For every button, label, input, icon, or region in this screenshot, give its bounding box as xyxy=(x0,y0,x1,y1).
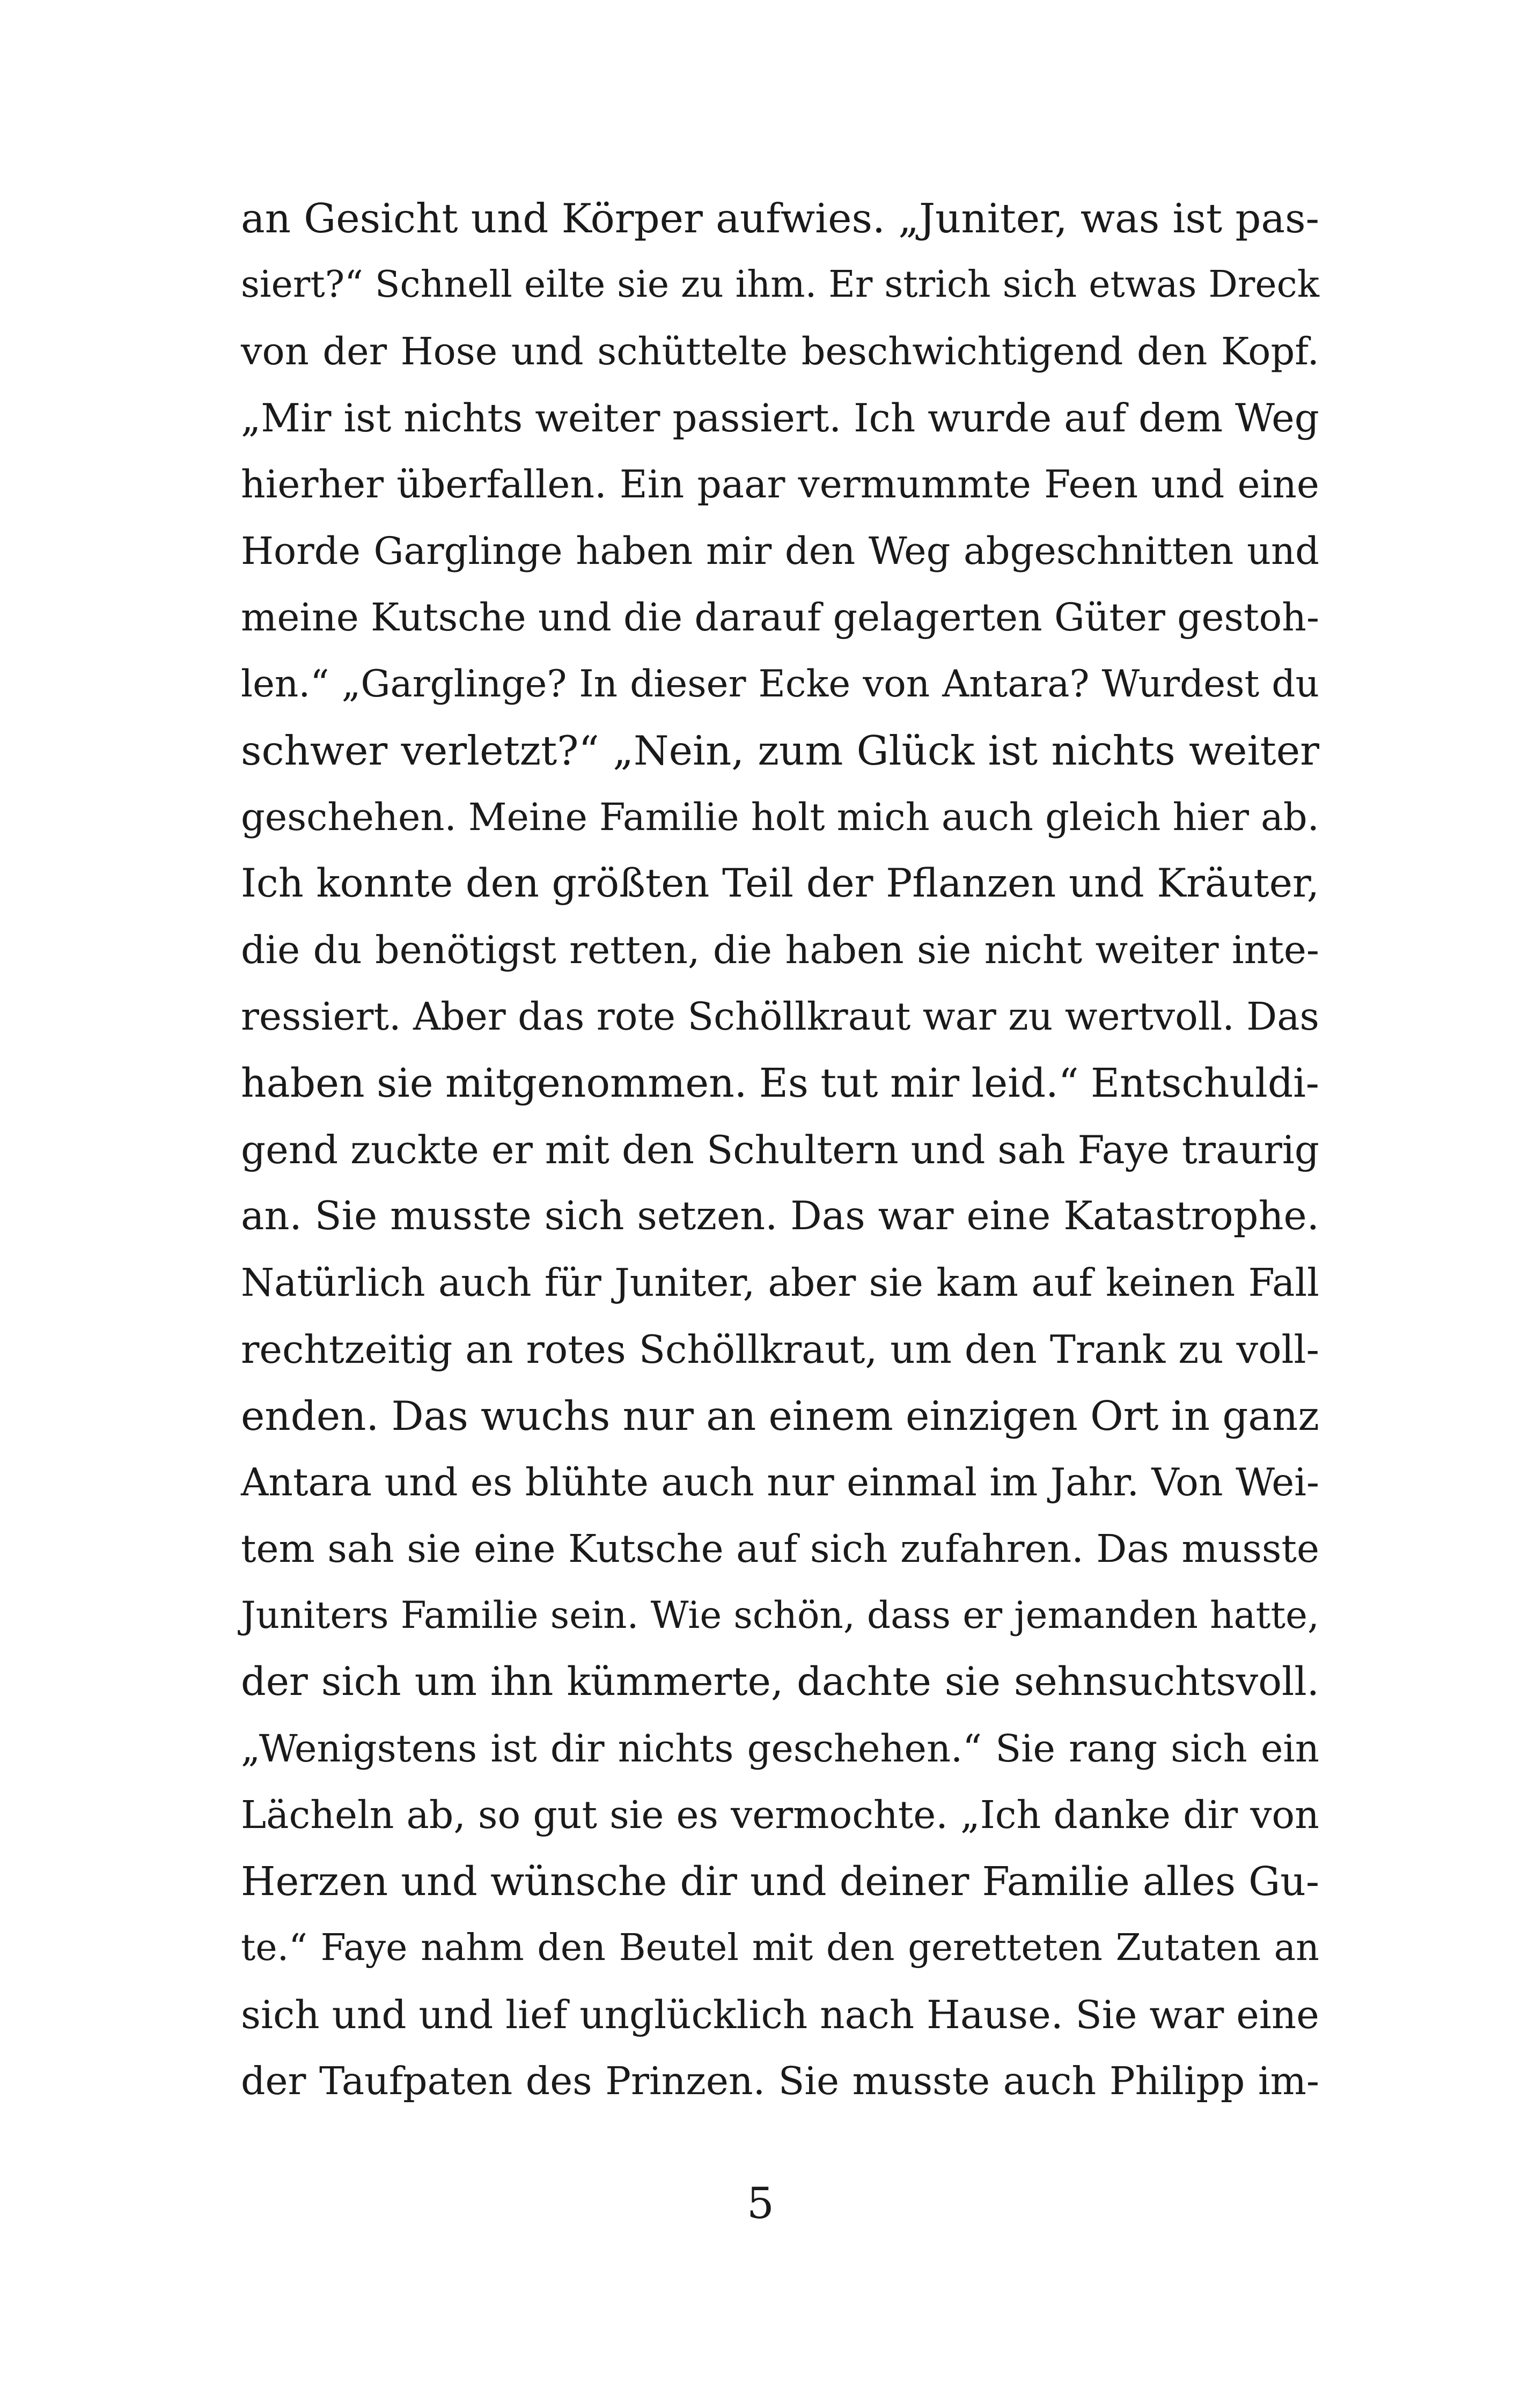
text-line: von der Hose und schüttelte beschwichtigend den Kopf. xyxy=(241,329,1319,373)
text-line: siert?“ Schnell eilte sie zu ihm. Er strich sich etwas Dreck xyxy=(241,263,1319,306)
text-line: Natürlich auch für Juniter, aber sie kam auf keinen Fall xyxy=(241,1260,1319,1305)
text-line: sich und und lief unglücklich nach Hause. Sie war eine xyxy=(241,1992,1319,2037)
text-line: Lächeln ab, so gut sie es vermochte. „Ich danke dir von xyxy=(241,1793,1319,1837)
text-line: Herzen und wünsche dir und deiner Familie alles Gu- xyxy=(241,1859,1319,1905)
text-line: Juniters Familie sein. Wie schön, dass er jemanden hatte, xyxy=(241,1594,1319,1637)
text-line: tem sah sie eine Kutsche auf sich zufahren. Das musste xyxy=(241,1526,1319,1571)
text-line: rechtzeitig an rotes Schöllkraut, um den Trank zu voll- xyxy=(241,1327,1319,1372)
text-line: schwer verletzt?“ „Nein, zum Glück ist nichts weiter xyxy=(241,727,1319,774)
text-line: Horde Garglinge haben mir den Weg abgeschnitten und xyxy=(241,529,1319,573)
page-number: 5 xyxy=(747,2178,774,2228)
text-line: der sich um ihn kümmerte, dachte sie sehnsuchtsvoll. xyxy=(241,1659,1319,1705)
text-line: Ich konnte den größten Teil der Pflanzen und Kräuter, xyxy=(241,861,1319,906)
text-line: der Taufpaten des Prinzen. Sie musste auch Philipp im- xyxy=(241,2059,1319,2103)
text-line: Antara und es blühte auch nur einmal im Jahr. Von Wei- xyxy=(241,1460,1319,1504)
text-line: an. Sie musste sich setzen. Das war eine Katastrophe. xyxy=(241,1193,1319,1239)
text-line: gend zuckte er mit den Schultern und sah Faye traurig xyxy=(241,1127,1319,1172)
text-line: geschehen. Meine Familie holt mich auch gleich hier ab. xyxy=(241,795,1319,839)
text-line: „Wenigstens ist dir nichts geschehen.“ Sie rang sich ein xyxy=(241,1727,1319,1771)
text-line: ressiert. Aber das rote Schöllkraut war zu wertvoll. Das xyxy=(241,994,1319,1039)
text-line: len.“ „Garglinge? In dieser Ecke von Antara? Wurdest du xyxy=(241,663,1319,706)
text-line: enden. Das wuchs nur an einem einzigen Ort in ganz xyxy=(241,1392,1319,1440)
text-line: „Mir ist nichts weiter passiert. Ich wurde auf dem Weg xyxy=(241,395,1319,441)
text-line: te.“ Faye nahm den Beutel mit den geretteten Zutaten an xyxy=(241,1927,1319,1969)
text-line: haben sie mitgenommen. Es tut mir leid.“ Entschuldi- xyxy=(241,1060,1319,1106)
text-line: an Gesicht und Körper aufwies. „Juniter, was ist pas- xyxy=(241,195,1319,242)
text-line: meine Kutsche und die darauf gelagerten Güter gestoh- xyxy=(241,595,1319,640)
text-line: die du benötigst retten, die haben sie nicht weiter inte- xyxy=(241,928,1319,972)
body-text xyxy=(241,185,1319,2115)
text-line: hierher überfallen. Ein paar vermummte Feen und eine xyxy=(241,462,1319,506)
